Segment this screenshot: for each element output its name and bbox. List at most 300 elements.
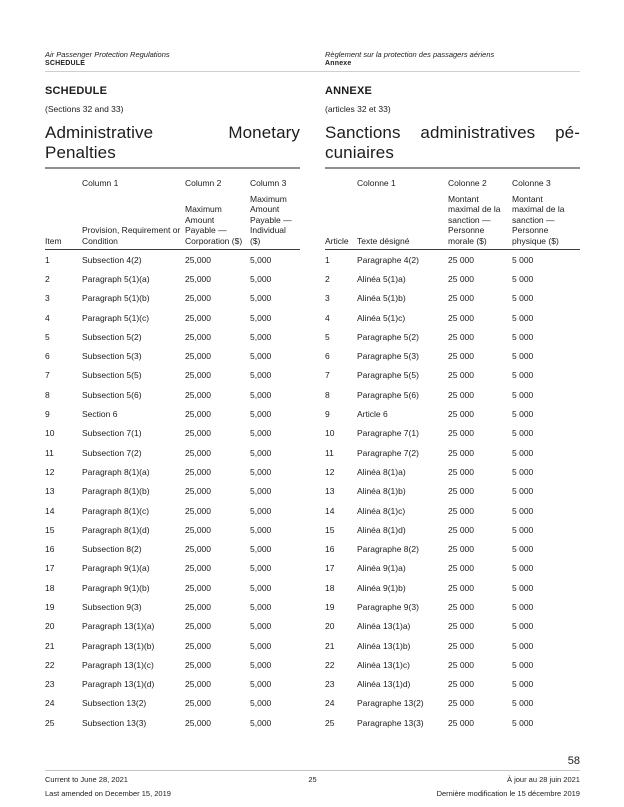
table-row <box>325 578 580 597</box>
table-cell-individual: 5,000 <box>250 293 272 304</box>
table-row <box>45 539 300 558</box>
table-cell-provision: Alinéa 9(1)b) <box>357 582 406 593</box>
table-cell-corporation: 25 000 <box>448 544 474 555</box>
header-cell-col1-fr <box>357 178 448 246</box>
table-row <box>45 366 300 385</box>
table-cell-individual: 5 000 <box>512 409 534 420</box>
table-cell-item: 24 <box>45 698 55 709</box>
table-cell-item: 2 <box>325 273 330 284</box>
table-row <box>45 462 300 481</box>
column1-label-fr: Colonne 1 <box>357 178 396 188</box>
table-cell-provision: Paragraph 8(1)(a) <box>82 466 150 477</box>
col3-header-en: Maximum Amount Payable — Individual ($) <box>250 193 292 246</box>
sections-note-fr: (articles 32 et 33) <box>325 104 391 114</box>
table-cell-item: 17 <box>45 563 55 574</box>
table-cell-corporation: 25 000 <box>448 312 474 323</box>
running-header-right <box>325 50 580 68</box>
table-cell-individual: 5 000 <box>512 505 534 516</box>
table-cell-provision: Alinéa 13(1)b) <box>357 640 411 651</box>
header-cell-col2-fr <box>448 178 512 246</box>
header-cell-item-fr <box>325 178 357 246</box>
table-cell-item: 7 <box>325 370 330 381</box>
table-cell-individual: 5 000 <box>512 563 534 574</box>
column3-label-fr: Colonne 3 <box>512 178 551 188</box>
table-cell-provision: Subsection 13(2) <box>82 698 147 709</box>
table-cell-provision: Subsection 9(3) <box>82 601 142 612</box>
table-cell-provision: Alinéa 8(1)c) <box>357 505 406 516</box>
table-cell-provision: Paragraph 5(1)(c) <box>82 312 150 323</box>
table-cell-individual: 5 000 <box>512 389 534 400</box>
table-cell-individual: 5,000 <box>250 524 272 535</box>
table-row <box>45 559 300 578</box>
table-row <box>45 424 300 443</box>
table-cell-individual: 5 000 <box>512 659 534 670</box>
table-cell-item: 21 <box>45 640 55 651</box>
table-cell-corporation: 25 000 <box>448 486 474 497</box>
table-cell-corporation: 25,000 <box>185 409 211 420</box>
title-en <box>45 123 300 163</box>
running-header-right-title: Règlement sur la protection des passagers aériens <box>325 50 495 59</box>
table-row <box>45 404 300 423</box>
table-row <box>45 289 300 308</box>
table-cell-item: 22 <box>325 659 335 670</box>
table-cell-item: 19 <box>45 601 55 612</box>
col2-header-en: Maximum Amount Payable — Corporation ($) <box>185 204 243 246</box>
table-cell-provision: Paragraph 5(1)(a) <box>82 273 150 284</box>
table-cell-corporation: 25,000 <box>185 428 211 439</box>
running-header-left-subtitle: SCHEDULE <box>45 60 86 67</box>
table-row <box>325 462 580 481</box>
table-cell-individual: 5,000 <box>250 331 272 342</box>
table-cell-provision: Alinéa 9(1)a) <box>357 563 406 574</box>
title-line <box>325 143 580 163</box>
page-footer <box>45 755 580 798</box>
table-cell-corporation: 25 000 <box>448 524 474 535</box>
table-cell-individual: 5 000 <box>512 370 534 381</box>
table-cell-individual: 5 000 <box>512 717 534 728</box>
table-cell-corporation: 25,000 <box>185 486 211 497</box>
table-cell-provision: Alinéa 13(1)a) <box>357 621 411 632</box>
header-cell-col3-fr <box>512 178 580 246</box>
table-cell-provision: Paragraphe 5(3) <box>357 351 419 362</box>
table-cell-corporation: 25,000 <box>185 544 211 555</box>
table-cell-individual: 5,000 <box>250 717 272 728</box>
table-cell-item: 11 <box>45 447 54 458</box>
table-cell-corporation: 25,000 <box>185 621 211 632</box>
table-row <box>325 520 580 539</box>
table-cell-individual: 5,000 <box>250 486 272 497</box>
table-cell-corporation: 25 000 <box>448 698 474 709</box>
title-word: Administrative <box>45 123 154 142</box>
table-row <box>325 636 580 655</box>
table-row <box>325 424 580 443</box>
table-cell-provision: Paragraph 13(1)(c) <box>82 659 154 670</box>
table-cell-provision: Section 6 <box>82 409 118 420</box>
table-cell-provision: Paragraphe 8(2) <box>357 544 419 555</box>
item-header-fr: Article <box>325 235 349 246</box>
title-fr <box>325 123 580 163</box>
table-cell-provision: Paragraphe 5(6) <box>357 389 419 400</box>
title-line <box>325 123 580 143</box>
table-row <box>45 520 300 539</box>
footer-center-spacer <box>223 789 401 798</box>
table-cell-provision: Alinéa 13(1)d) <box>357 679 411 690</box>
table-cell-provision: Alinéa 8(1)b) <box>357 486 406 497</box>
table-cell-corporation: 25,000 <box>185 698 211 709</box>
table-cell-individual: 5,000 <box>250 466 272 477</box>
table-cell-individual: 5 000 <box>512 621 534 632</box>
table-cell-item: 5 <box>45 331 50 342</box>
table-row <box>45 636 300 655</box>
table-cell-corporation: 25,000 <box>185 273 211 284</box>
table-row <box>45 250 300 269</box>
table-row <box>45 269 300 288</box>
table-cell-corporation: 25 000 <box>448 717 474 728</box>
table-cell-corporation: 25 000 <box>448 621 474 632</box>
table-cell-item: 13 <box>325 486 335 497</box>
table-cell-corporation: 25,000 <box>185 563 211 574</box>
table-cell-corporation: 25,000 <box>185 582 211 593</box>
table-cell-item: 20 <box>45 621 55 632</box>
header-cell-item-en <box>45 178 82 246</box>
table-cell-item: 18 <box>45 582 55 593</box>
table-cell-provision: Paragraph 13(1)(d) <box>82 679 155 690</box>
table-cell-individual: 5,000 <box>250 370 272 381</box>
table-row <box>45 617 300 636</box>
table-row <box>325 597 580 616</box>
table-cell-individual: 5 000 <box>512 351 534 362</box>
table-row <box>45 327 300 346</box>
table-cell-item: 6 <box>325 351 330 362</box>
table-cell-corporation: 25,000 <box>185 717 211 728</box>
table-cell-corporation: 25 000 <box>448 273 474 284</box>
footer-line-2 <box>45 789 580 798</box>
table-cell-corporation: 25 000 <box>448 582 474 593</box>
table-cell-provision: Alinéa 5(1)c) <box>357 312 406 323</box>
table-cell-individual: 5 000 <box>512 544 534 555</box>
table-cell-corporation: 25 000 <box>448 389 474 400</box>
table-cell-individual: 5 000 <box>512 698 534 709</box>
table-cell-provision: Paragraph 13(1)(b) <box>82 640 155 651</box>
table-cell-provision: Paragraphe 4(2) <box>357 254 419 265</box>
amp-table-fr <box>325 167 580 732</box>
table-cell-item: 23 <box>325 679 335 690</box>
table-row <box>325 559 580 578</box>
table-cell-item: 13 <box>45 486 55 497</box>
table-cell-individual: 5,000 <box>250 659 272 670</box>
table-row <box>45 713 300 732</box>
table-cell-provision: Paragraphe 5(2) <box>357 331 419 342</box>
table-row <box>325 617 580 636</box>
table-cell-item: 8 <box>45 389 50 400</box>
table-cell-provision: Alinéa 5(1)a) <box>357 273 406 284</box>
table-cell-corporation: 25 000 <box>448 351 474 362</box>
footer-rule <box>45 770 580 771</box>
running-header <box>45 50 580 72</box>
table-cell-individual: 5 000 <box>512 447 534 458</box>
table-cell-item: 14 <box>45 505 55 516</box>
table-row <box>325 675 580 694</box>
table-cell-item: 17 <box>325 563 335 574</box>
table-row <box>325 539 580 558</box>
table-row <box>325 501 580 520</box>
table-row <box>45 501 300 520</box>
table-cell-item: 3 <box>45 293 50 304</box>
page-number: 58 <box>567 755 580 767</box>
table-cell-provision: Subsection 5(6) <box>82 389 142 400</box>
table-cell-item: 12 <box>325 466 335 477</box>
table-cell-item: 1 <box>45 254 50 265</box>
title-word: cuniaires <box>325 143 394 162</box>
table-cell-provision: Subsection 5(3) <box>82 351 142 362</box>
table-cell-individual: 5 000 <box>512 640 534 651</box>
table-row <box>45 578 300 597</box>
table-cell-corporation: 25,000 <box>185 351 211 362</box>
table-cell-provision: Paragraphe 5(5) <box>357 370 419 381</box>
table-row <box>325 250 580 269</box>
table-cell-corporation: 25,000 <box>185 679 211 690</box>
table-cell-individual: 5,000 <box>250 351 272 362</box>
table-cell-corporation: 25,000 <box>185 293 211 304</box>
table-cell-provision: Paragraphe 7(1) <box>357 428 419 439</box>
table-cell-individual: 5 000 <box>512 524 534 535</box>
table-cell-item: 10 <box>45 428 55 439</box>
french-column <box>325 85 580 732</box>
table-cell-item: 9 <box>45 409 50 420</box>
english-column <box>45 85 300 732</box>
table-cell-provision: Paragraph 8(1)(d) <box>82 524 150 535</box>
table-row <box>45 694 300 713</box>
table-cell-item: 10 <box>325 428 335 439</box>
table-row <box>325 289 580 308</box>
table-cell-corporation: 25,000 <box>185 370 211 381</box>
table-cell-individual: 5,000 <box>250 640 272 651</box>
table-cell-corporation: 25 000 <box>448 466 474 477</box>
table-row <box>45 346 300 365</box>
table-row <box>45 482 300 501</box>
table-cell-individual: 5 000 <box>512 254 534 265</box>
table-cell-individual: 5 000 <box>512 293 534 304</box>
table-cell-corporation: 25,000 <box>185 640 211 651</box>
table-cell-individual: 5,000 <box>250 698 272 709</box>
table-cell-item: 3 <box>325 293 330 304</box>
table-cell-individual: 5,000 <box>250 428 272 439</box>
table-cell-provision: Subsection 4(2) <box>82 254 142 265</box>
schedule-heading-en: SCHEDULE <box>45 85 108 97</box>
table-cell-item: 4 <box>325 312 330 323</box>
table-cell-item: 23 <box>45 679 55 690</box>
table-cell-item: 20 <box>325 621 335 632</box>
table-cell-corporation: 25,000 <box>185 505 211 516</box>
table-cell-individual: 5,000 <box>250 679 272 690</box>
table-row <box>325 443 580 462</box>
column3-label-en: Column 3 <box>250 178 287 188</box>
table-cell-item: 15 <box>325 524 335 535</box>
table-row <box>45 443 300 462</box>
footer-derniere-modification: Dernière modification le 15 décembre 2019 <box>436 789 580 798</box>
table-cell-provision: Subsection 5(2) <box>82 331 142 342</box>
table-cell-corporation: 25,000 <box>185 389 211 400</box>
table-cell-item: 1 <box>325 254 330 265</box>
table-cell-corporation: 25,000 <box>185 447 211 458</box>
table-header-en <box>45 167 300 250</box>
table-cell-individual: 5 000 <box>512 582 534 593</box>
table-cell-individual: 5 000 <box>512 466 534 477</box>
table-cell-provision: Alinéa 5(1)b) <box>357 293 406 304</box>
header-cell-col2-en <box>185 178 250 246</box>
table-cell-provision: Paragraph 8(1)(b) <box>82 486 150 497</box>
table-cell-item: 4 <box>45 312 50 323</box>
table-cell-individual: 5 000 <box>512 679 534 690</box>
table-cell-provision: Paragraph 13(1)(a) <box>82 621 155 632</box>
table-cell-item: 19 <box>325 601 335 612</box>
running-header-left-title: Air Passenger Protection Regulations <box>45 50 170 59</box>
table-row <box>325 327 580 346</box>
table-cell-provision: Subsection 8(2) <box>82 544 142 555</box>
table-cell-provision: Subsection 7(1) <box>82 428 142 439</box>
table-cell-individual: 5 000 <box>512 312 534 323</box>
table-row <box>45 385 300 404</box>
table-cell-individual: 5 000 <box>512 601 534 612</box>
table-cell-item: 15 <box>45 524 55 535</box>
title-line <box>45 123 300 143</box>
table-cell-item: 22 <box>45 659 55 670</box>
table-cell-corporation: 25 000 <box>448 293 474 304</box>
table-cell-provision: Paragraphe 13(3) <box>357 717 424 728</box>
table-cell-individual: 5,000 <box>250 601 272 612</box>
table-body-en <box>45 250 300 732</box>
footer-center-page: 25 <box>308 775 317 784</box>
table-cell-individual: 5,000 <box>250 273 272 284</box>
provision-header-fr: Texte désigné <box>357 235 410 246</box>
footer-a-jour: À jour au 28 juin 2021 <box>507 775 580 784</box>
table-cell-item: 2 <box>45 273 50 284</box>
table-cell-corporation: 25,000 <box>185 659 211 670</box>
header-cell-col1-en <box>82 178 185 246</box>
table-cell-provision: Paragraphe 13(2) <box>357 698 424 709</box>
col2-header-fr: Montant maximal de la sanction — Personne morale ($) <box>448 193 501 246</box>
table-row <box>45 675 300 694</box>
table-cell-item: 12 <box>45 466 55 477</box>
col3-header-fr: Montant maximal de la sanction — Personne physique ($) <box>512 193 565 246</box>
sections-note-en: (Sections 32 and 33) <box>45 104 124 114</box>
table-cell-provision: Subsection 13(3) <box>82 717 147 728</box>
table-cell-item: 18 <box>325 582 335 593</box>
table-cell-corporation: 25 000 <box>448 447 474 458</box>
table-row <box>325 713 580 732</box>
table-cell-corporation: 25 000 <box>448 563 474 574</box>
footer-current-to: Current to June 28, 2021 <box>45 775 128 784</box>
title-word: Monetary <box>228 123 300 142</box>
table-cell-individual: 5,000 <box>250 254 272 265</box>
table-cell-individual: 5,000 <box>250 409 272 420</box>
column2-label-en: Column 2 <box>185 178 222 188</box>
running-header-left <box>45 50 300 68</box>
footer-last-amended: Last amended on December 15, 2019 <box>45 789 171 798</box>
table-cell-item: 14 <box>325 505 335 516</box>
table-cell-corporation: 25,000 <box>185 312 211 323</box>
table-cell-provision: Paragraph 8(1)(c) <box>82 505 150 516</box>
bilingual-columns <box>45 85 580 732</box>
table-cell-corporation: 25,000 <box>185 524 211 535</box>
title-word: administratives <box>420 123 536 142</box>
table-cell-corporation: 25 000 <box>448 370 474 381</box>
table-row <box>45 655 300 674</box>
table-cell-individual: 5 000 <box>512 331 534 342</box>
table-row <box>325 308 580 327</box>
table-cell-item: 6 <box>45 351 50 362</box>
table-row <box>325 366 580 385</box>
footer-line-1 <box>45 775 580 784</box>
table-row <box>325 404 580 423</box>
table-cell-corporation: 25 000 <box>448 409 474 420</box>
table-cell-corporation: 25,000 <box>185 466 211 477</box>
table-body-fr <box>325 250 580 732</box>
table-cell-provision: Alinéa 8(1)a) <box>357 466 406 477</box>
table-cell-corporation: 25 000 <box>448 659 474 670</box>
title-word: Sanctions <box>325 123 401 142</box>
table-cell-item: 25 <box>325 717 335 728</box>
table-cell-individual: 5 000 <box>512 428 534 439</box>
running-header-right-subtitle: Annexe <box>325 60 352 67</box>
table-cell-individual: 5,000 <box>250 582 272 593</box>
header-cell-col3-en <box>250 178 300 246</box>
table-cell-item: 11 <box>325 447 334 458</box>
title-line <box>45 143 300 163</box>
table-cell-item: 16 <box>45 544 55 555</box>
table-cell-corporation: 25,000 <box>185 254 211 265</box>
table-cell-item: 7 <box>45 370 50 381</box>
table-cell-corporation: 25 000 <box>448 505 474 516</box>
table-row <box>325 346 580 365</box>
title-word: pé- <box>555 123 580 142</box>
column2-label-fr: Colonne 2 <box>448 178 487 188</box>
table-cell-provision: Paragraphe 9(3) <box>357 601 419 612</box>
table-cell-corporation: 25 000 <box>448 601 474 612</box>
amp-table-en <box>45 167 300 732</box>
table-cell-individual: 5,000 <box>250 621 272 632</box>
table-cell-individual: 5,000 <box>250 447 272 458</box>
table-row <box>325 385 580 404</box>
table-cell-provision: Article 6 <box>357 409 388 420</box>
table-cell-provision: Paragraph 5(1)(b) <box>82 293 150 304</box>
table-cell-item: 16 <box>325 544 335 555</box>
table-cell-provision: Alinéa 8(1)d) <box>357 524 406 535</box>
table-cell-corporation: 25 000 <box>448 679 474 690</box>
schedule-heading-fr: ANNEXE <box>325 85 373 97</box>
table-cell-item: 24 <box>325 698 335 709</box>
table-cell-item: 5 <box>325 331 330 342</box>
table-cell-item: 8 <box>325 389 330 400</box>
table-cell-individual: 5,000 <box>250 544 272 555</box>
table-cell-corporation: 25 000 <box>448 331 474 342</box>
table-cell-individual: 5 000 <box>512 273 534 284</box>
table-cell-corporation: 25 000 <box>448 640 474 651</box>
table-cell-corporation: 25 000 <box>448 428 474 439</box>
table-row <box>45 597 300 616</box>
table-cell-provision: Paragraph 9(1)(b) <box>82 582 150 593</box>
table-cell-item: 21 <box>325 640 335 651</box>
table-cell-individual: 5,000 <box>250 312 272 323</box>
table-cell-item: 25 <box>45 717 55 728</box>
table-cell-corporation: 25,000 <box>185 601 211 612</box>
table-cell-individual: 5,000 <box>250 389 272 400</box>
table-header-fr <box>325 167 580 250</box>
table-cell-item: 9 <box>325 409 330 420</box>
table-row <box>325 482 580 501</box>
table-cell-individual: 5,000 <box>250 505 272 516</box>
column1-label-en: Column 1 <box>82 178 119 188</box>
